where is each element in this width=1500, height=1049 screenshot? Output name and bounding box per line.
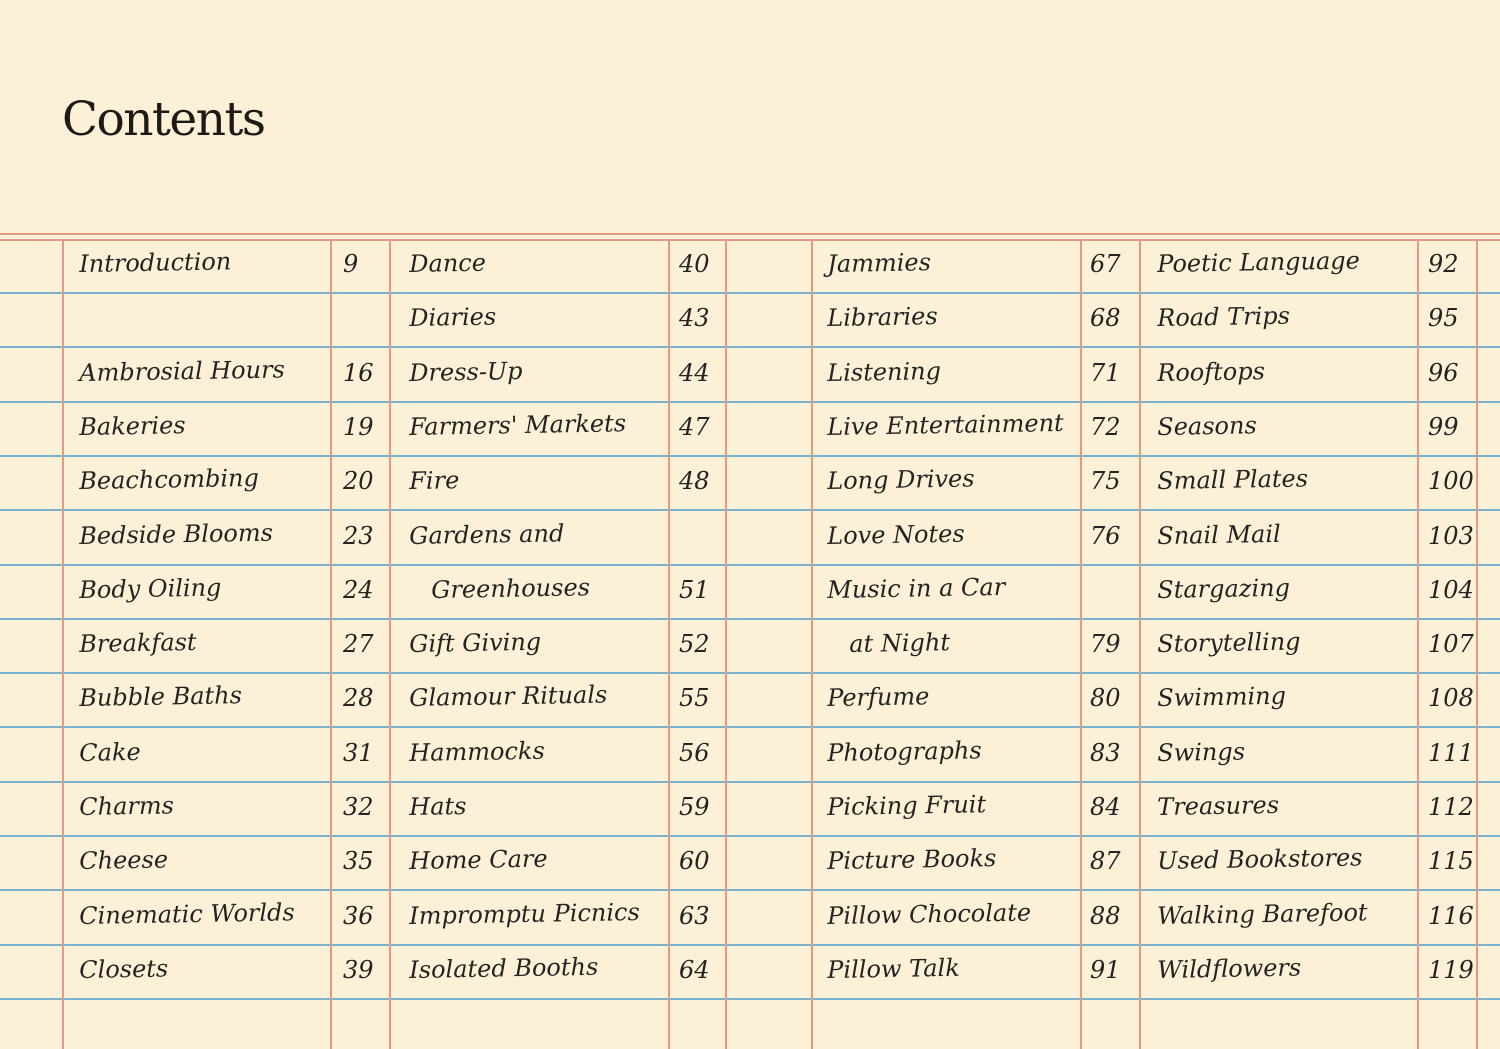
toc-entry-title: Treasures: [1157, 790, 1280, 822]
toc-entry-title: Swings: [1157, 737, 1246, 768]
toc-entry-title: Love Notes: [827, 519, 965, 551]
toc-entry-page: 44: [679, 359, 710, 387]
toc-entry-title: Charms: [79, 791, 175, 822]
toc-entry-page: 91: [1090, 956, 1121, 984]
toc-entry-title: Greenhouses: [431, 573, 591, 605]
toc-entry-page: 32: [343, 793, 374, 821]
toc-entry-page: 80: [1090, 684, 1121, 712]
toc-entry-title: Impromptu Picnics: [409, 897, 641, 931]
toc-entry-title: Used Bookstores: [1157, 843, 1363, 876]
toc-entry-page: 95: [1428, 304, 1459, 332]
toc-entry-page: 23: [343, 522, 374, 550]
toc-entry-page: 20: [343, 467, 374, 495]
toc-entry-page: 111: [1428, 739, 1474, 767]
toc-entry-page: 88: [1090, 902, 1121, 930]
column-rule: [389, 240, 391, 1049]
toc-entry-title: Rooftops: [1157, 357, 1266, 388]
toc-entry-title: Picking Fruit: [827, 790, 987, 822]
toc-entry-page: 100: [1428, 467, 1474, 495]
toc-entry-title: Music in a Car: [827, 572, 1006, 605]
toc-entry-title: Bakeries: [79, 411, 186, 442]
toc-entry-title: Closets: [79, 954, 169, 985]
toc-entry-page: 39: [343, 956, 374, 984]
toc-entry-page: 36: [343, 902, 374, 930]
toc-entry-page: 112: [1428, 793, 1474, 821]
toc-entry-title: Snail Mail: [1157, 519, 1281, 551]
toc-entry-title: Bubble Baths: [79, 681, 243, 713]
toc-entry-title: Beachcombing: [79, 463, 260, 496]
toc-entry-page: 104: [1428, 576, 1474, 604]
column-rule: [1080, 240, 1082, 1049]
column-rule: [1476, 240, 1478, 1049]
toc-entry-title: Walking Barefoot: [1157, 898, 1368, 931]
toc-entry-page: 107: [1428, 630, 1474, 658]
toc-entry-title: [79, 306, 80, 360]
toc-entry-page: 96: [1428, 359, 1459, 387]
toc-entry-page: 87: [1090, 847, 1121, 875]
toc-entry-page: 51: [679, 576, 710, 604]
toc-entry-title: Picture Books: [827, 844, 997, 876]
toc-entry-page: 27: [343, 630, 374, 658]
toc-entry-title: Poetic Language: [1157, 246, 1361, 279]
ruled-line: [0, 781, 1500, 783]
toc-entry-title: Pillow Talk: [827, 953, 960, 985]
toc-entry-page: 83: [1090, 739, 1121, 767]
toc-entry-page: 28: [343, 684, 374, 712]
toc-entry-page: 52: [679, 630, 710, 658]
toc-entry-title: Hammocks: [409, 736, 546, 768]
toc-entry-title: Farmers' Markets: [409, 409, 627, 442]
toc-entry-title: Swimming: [1157, 681, 1287, 713]
toc-entry-page: 63: [679, 902, 710, 930]
toc-entry-title: Gift Giving: [409, 627, 542, 659]
top-margin-rule: [0, 239, 1500, 241]
toc-entry-title: at Night: [849, 628, 951, 659]
toc-entry-title: Bedside Blooms: [79, 518, 274, 551]
toc-entry-page: 16: [343, 359, 374, 387]
toc-entry-title: Photographs: [827, 736, 982, 768]
toc-entry-title: Pillow Chocolate: [827, 898, 1032, 931]
column-rule: [811, 240, 813, 1049]
toc-entry-title: Introduction: [79, 247, 232, 279]
toc-entry-title: Dance: [409, 248, 487, 279]
toc-entry-page: 43: [679, 304, 710, 332]
toc-entry-page: 84: [1090, 793, 1121, 821]
toc-entry-page: 56: [679, 739, 710, 767]
toc-entry-page: 71: [1090, 359, 1121, 387]
toc-entry-page: 64: [679, 956, 710, 984]
toc-entry-page: 31: [343, 739, 374, 767]
toc-entry-title: Cheese: [79, 845, 169, 876]
toc-entry-page: 115: [1428, 847, 1474, 875]
column-rule: [330, 240, 332, 1049]
toc-entry-page: 19: [343, 413, 374, 441]
toc-entry-page: 68: [1090, 304, 1121, 332]
toc-entry-page: 67: [1090, 250, 1121, 278]
toc-entry-page: 9: [343, 250, 359, 278]
toc-entry-page: 24: [343, 576, 374, 604]
toc-entry-title: Diaries: [409, 302, 497, 333]
toc-entry-title: Libraries: [827, 302, 938, 333]
toc-entry-title: Dress-Up: [409, 357, 523, 388]
column-rule: [668, 240, 670, 1049]
toc-entry-title: Ambrosial Hours: [79, 355, 286, 388]
column-rule: [62, 240, 64, 1049]
toc-entry-page: 40: [679, 250, 710, 278]
toc-entry-title: Body Oiling: [79, 573, 222, 605]
toc-entry-page: 35: [343, 847, 374, 875]
toc-entry-title: Long Drives: [827, 464, 975, 496]
toc-entry-title: Gardens and: [409, 519, 565, 551]
toc-entry-title: Perfume: [827, 682, 930, 713]
toc-entry-page: 55: [679, 684, 710, 712]
toc-entry-title: Cinematic Worlds: [79, 898, 295, 931]
toc-entry-page: 48: [679, 467, 710, 495]
toc-entry-page: 116: [1428, 902, 1474, 930]
column-rule: [1417, 240, 1419, 1049]
toc-entry-title: Small Plates: [1157, 464, 1309, 496]
toc-entry-title: Glamour Rituals: [409, 680, 608, 713]
toc-entry-page: 92: [1428, 250, 1459, 278]
toc-entry-title: Road Trips: [1157, 301, 1291, 333]
toc-entry-page: 103: [1428, 522, 1474, 550]
toc-entry-page: 75: [1090, 467, 1121, 495]
toc-entry-title: Stargazing: [1157, 573, 1291, 605]
toc-entry-title: Live Entertainment: [827, 408, 1064, 442]
ruled-line: [0, 455, 1500, 457]
toc-entry-page: 59: [679, 793, 710, 821]
toc-entry-page: 72: [1090, 413, 1121, 441]
toc-entry-page: 79: [1090, 630, 1121, 658]
toc-entry-title: Storytelling: [1157, 627, 1301, 659]
toc-entry-page: 119: [1428, 956, 1474, 984]
toc-entry-title: Listening: [827, 357, 942, 388]
toc-entry-title: Fire: [409, 466, 460, 496]
top-margin-rule: [0, 233, 1500, 235]
toc-entry-title: Jammies: [827, 248, 932, 279]
toc-entry-title: Seasons: [1157, 411, 1257, 442]
toc-entry-title: Cake: [79, 737, 141, 768]
page-title: Contents: [62, 92, 265, 147]
toc-entry-page: 99: [1428, 413, 1459, 441]
toc-entry-title: Wildflowers: [1157, 953, 1302, 985]
column-rule: [1139, 240, 1141, 1049]
column-rule: [725, 240, 727, 1049]
toc-entry-title: Home Care: [409, 844, 548, 876]
toc-entry-title: Hats: [409, 792, 467, 822]
toc-entry-title: Breakfast: [79, 627, 197, 659]
toc-entry-page: 60: [679, 847, 710, 875]
toc-entry-page: 108: [1428, 684, 1474, 712]
toc-entry-title: Isolated Booths: [409, 952, 599, 985]
toc-entry-page: 47: [679, 413, 710, 441]
toc-entry-page: 76: [1090, 522, 1121, 550]
